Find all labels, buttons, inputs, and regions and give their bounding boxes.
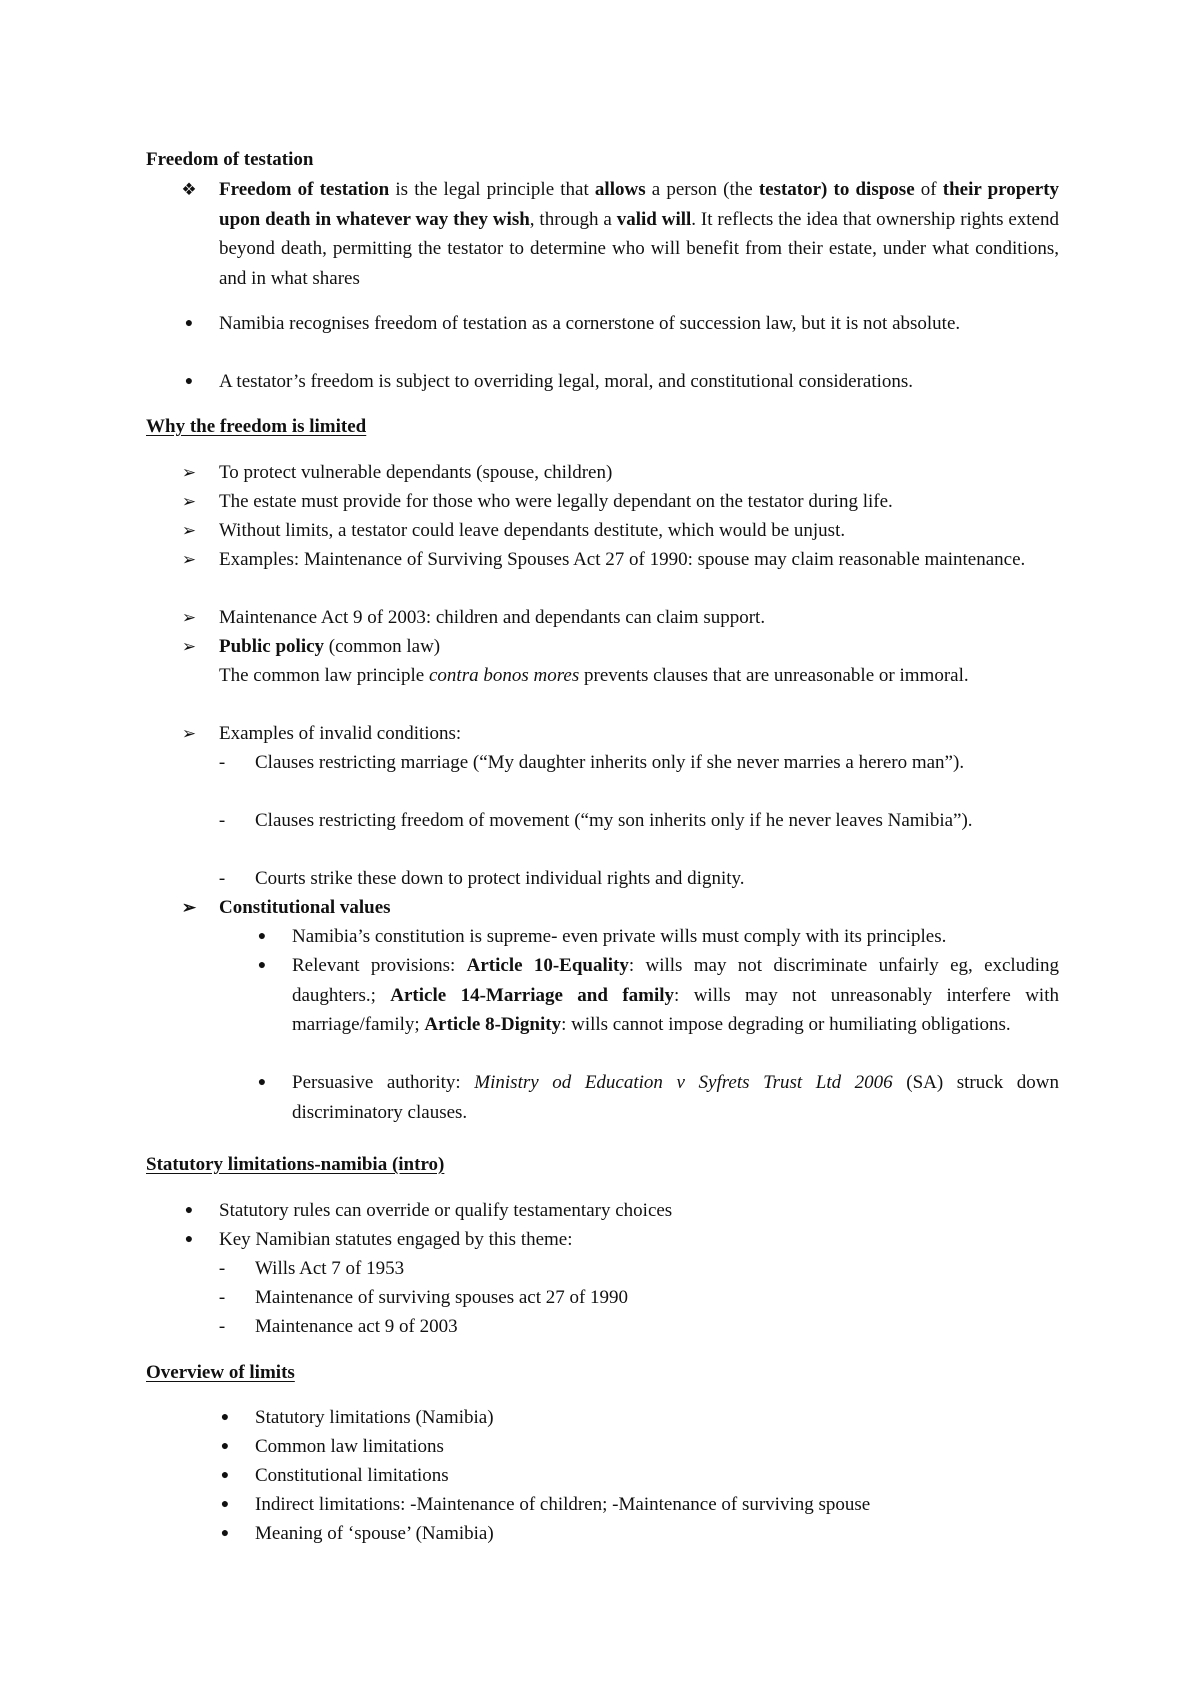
invalid-conditions-label: Examples of invalid conditions:	[219, 723, 462, 744]
bullet-dot-icon: ●	[184, 316, 194, 331]
arrow-list-item: Without limits, a testator could leave dependants destitute, which would be unjust.	[219, 520, 846, 541]
bullet-dot-icon: ●	[220, 1497, 230, 1512]
arrow-bullet-icon: ➢	[181, 608, 197, 627]
freedom-definition-item: Freedom of testation is the legal principle that allows a person (the testator) to dispose of their property upon death in whatever way they wish, through a valid will. It reflects the idea that ownership rights extend beyond death, permitting the testator to determine who will benefit from their estate, under what conditions, and in what shares	[219, 179, 1060, 289]
arrow-bullet-icon: ➢	[181, 550, 197, 569]
bullet-dot-icon: ●	[257, 1075, 267, 1090]
overview-list-item: Common law limitations	[255, 1436, 444, 1457]
arrow-bullet-icon: ➢	[181, 521, 197, 540]
public-policy-description: The common law principle contra bonos mores prevents clauses that are unreasonable or immoral.	[219, 665, 969, 686]
dash-bullet: -	[218, 752, 226, 773]
namibia-recognises-item: Namibia recognises freedom of testation as a cornerstone of succession law, but it is not absolute.	[219, 313, 961, 334]
arrow-bullet-icon: ➢	[181, 724, 197, 743]
arrow-list-item: Examples: Maintenance of Surviving Spouses Act 27 of 1990: spouse may claim reasonable maintenance.	[219, 549, 1026, 570]
dash-bullet: -	[218, 868, 226, 889]
arrow-list-item: To protect vulnerable dependants (spouse, children)	[219, 462, 613, 483]
statute-item: Wills Act 7 of 1953	[255, 1258, 405, 1279]
bullet-dot-icon: ●	[220, 1410, 230, 1425]
invalid-condition-item: Clauses restricting marriage (“My daughter inherits only if she never marries a herero man”).	[255, 752, 965, 773]
bullet-dot-icon: ●	[220, 1439, 230, 1454]
heading-why-limited: Why the freedom is limited	[146, 416, 367, 437]
arrow-bullet-icon: ➢	[181, 637, 197, 656]
arrow-bullet-icon: ➢	[181, 898, 197, 917]
heading-overview-of-limits: Overview of limits	[146, 1362, 295, 1383]
bullet-dot-icon: ●	[220, 1468, 230, 1483]
bullet-dot-icon: ●	[184, 1203, 194, 1218]
overview-list-item: Statutory limitations (Namibia)	[255, 1407, 494, 1428]
statute-item: Maintenance of surviving spouses act 27 of 1990	[255, 1287, 629, 1308]
arrow-list-item: Maintenance Act 9 of 2003: children and dependants can claim support.	[219, 607, 766, 628]
diamond-bullet-icon: ❖	[181, 180, 197, 199]
testator-freedom-item: A testator’s freedom is subject to overriding legal, moral, and constitutional considerations.	[219, 371, 914, 392]
relevant-provisions-item: Relevant provisions: Article 10-Equality: wills may not discriminate unfairly eg, excluding daughters.; Article 14-Marriage and family: wills may not unreasonably interfere with marriage/family; Article 8-Dignity: wills cannot impose degrading or humiliating obligations.	[292, 955, 1059, 1035]
bullet-dot-icon: ●	[257, 958, 267, 973]
bullet-dot-icon: ●	[257, 929, 267, 944]
persuasive-authority-item: Persuasive authority: Ministry od Education v Syfrets Trust Ltd 2006 (SA) struck down discriminatory clauses.	[292, 1072, 1059, 1123]
dash-bullet: -	[218, 1316, 226, 1337]
constitutional-values-label: Constitutional values	[219, 897, 391, 918]
constitution-supreme-item: Namibia’s constitution is supreme- even private wills must comply with its principles.	[292, 926, 947, 947]
overview-list-item: Constitutional limitations	[255, 1465, 449, 1486]
heading-freedom-of-testation: Freedom of testation	[146, 149, 314, 170]
statutory-list-item: Statutory rules can override or qualify testamentary choices	[219, 1200, 673, 1221]
bullet-dot-icon: ●	[220, 1526, 230, 1541]
invalid-condition-item: Clauses restricting freedom of movement (“my son inherits only if he never leaves Namibia”).	[255, 810, 973, 831]
statute-item: Maintenance act 9 of 2003	[255, 1316, 458, 1337]
dash-bullet: -	[218, 1287, 226, 1308]
overview-list-item: Indirect limitations: -Maintenance of children; -Maintenance of surviving spouse	[255, 1494, 871, 1515]
statutory-list-item: Key Namibian statutes engaged by this theme:	[219, 1229, 573, 1250]
overview-list-item: Meaning of ‘spouse’ (Namibia)	[255, 1523, 494, 1544]
public-policy-label: Public policy (common law)	[219, 636, 441, 657]
arrow-list-item: The estate must provide for those who were legally dependant on the testator during life.	[219, 491, 893, 512]
dash-bullet: -	[218, 1258, 226, 1279]
heading-statutory-limitations: Statutory limitations-namibia (intro)	[146, 1154, 445, 1175]
dash-bullet: -	[218, 810, 226, 831]
invalid-condition-item: Courts strike these down to protect individual rights and dignity.	[255, 868, 745, 889]
bullet-dot-icon: ●	[184, 1232, 194, 1247]
arrow-bullet-icon: ➢	[181, 463, 197, 482]
bullet-dot-icon: ●	[184, 374, 194, 389]
arrow-bullet-icon: ➢	[181, 492, 197, 511]
